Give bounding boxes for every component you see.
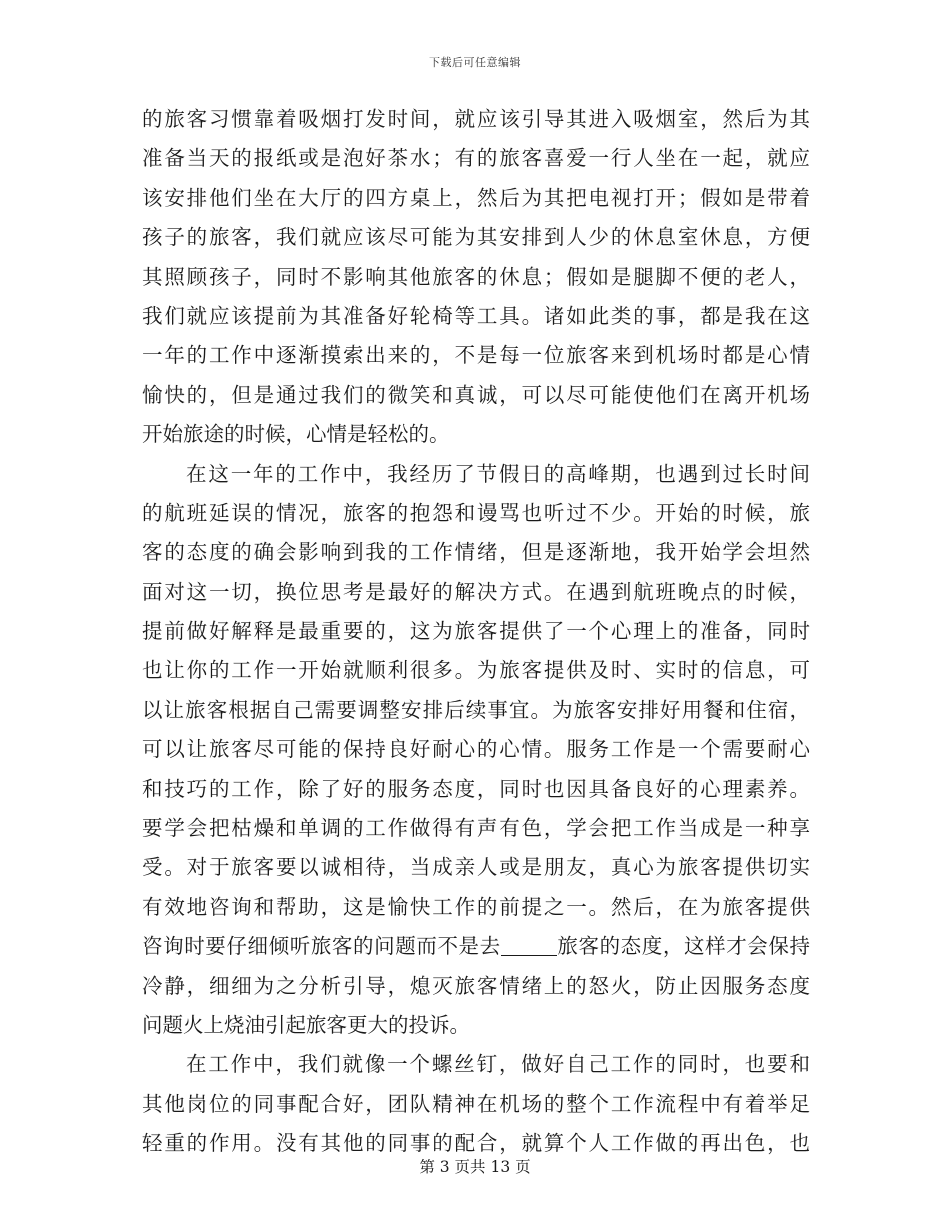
text-line: 该安排他们坐在大厅的四方桌上，然后为其把电视打开；假如是带着 (142, 185, 810, 210)
text-segment: 旅客的态度，这样才会保持 (556, 934, 811, 959)
text-line: 提前做好解释是最重要的，这为旅客提供了一个心理上的准备，同时 (142, 619, 810, 644)
text-line: 要学会把枯燥和单调的工作做得有声有色，学会把工作当成是一种享 (142, 816, 810, 841)
paragraph-2 (142, 455, 810, 1046)
text-line: 可以让旅客尽可能的保持良好耐心的心情。服务工作是一个需要耐心 (142, 737, 810, 762)
text-line: 客的态度的确会影响到我的工作情绪，但是逐渐地，我开始学会坦然 (142, 540, 810, 565)
text-line: 准备当天的报纸或是泡好茶水；有的旅客喜爱一行人坐在一起，就应 (142, 146, 810, 171)
text-line: 面对这一切，换位思考是最好的解决方式。在遇到航班晚点的时候， (142, 579, 810, 604)
text-line: 其照顾孩子，同时不影响其他旅客的休息；假如是腿脚不便的老人， (142, 264, 810, 289)
paragraph-3 (142, 1045, 810, 1163)
text-line: 受。对于旅客要以诚相待，当成亲人或是朋友，真心为旅客提供切实 (142, 855, 810, 880)
text-line: 问题火上烧油引起旅客更大的投诉。 (142, 1012, 470, 1037)
fill-in-blank (501, 933, 557, 956)
text-line: 我们就应该提前为其准备好轮椅等工具。诸如此类的事，都是我在这 (142, 303, 810, 328)
paragraph-1 (142, 100, 810, 455)
text-line: 一年的工作中逐渐摸索出来的，不是每一位旅客来到机场时都是心情 (142, 343, 810, 368)
text-line: 轻重的作用。没有其他的同事的配合，就算个人工作做的再出色，也 (142, 1131, 810, 1156)
text-line: 孩子的旅客，我们就应该尽可能为其安排到人少的休息室休息，方便 (142, 225, 810, 250)
text-line: 的航班延误的情况，旅客的抱怨和谩骂也听过不少。开始的时候，旅 (142, 500, 810, 525)
page-header: 下载后可任意编辑 (429, 56, 521, 69)
text-line-with-blank (142, 927, 810, 966)
text-line: 的旅客习惯靠着吸烟打发时间，就应该引导其进入吸烟室，然后为其 (142, 107, 810, 131)
text-line: 在工作中，我们就像一个螺丝钉，做好自己工作的同时，也要和 (186, 1052, 810, 1077)
text-line: 开始旅途的时候，心情是轻松的。 (142, 422, 450, 447)
text-line: 有效地咨询和帮助，这是愉快工作的前提之一。然后，在为旅客提供 (142, 894, 810, 919)
text-line: 以让旅客根据自己需要调整安排后续事宜。为旅客安排好用餐和住宿， (142, 697, 810, 722)
text-line: 冷静，细细为之分析引导，熄灭旅客情绪上的怒火，防止因服务态度 (142, 973, 810, 998)
text-line: 愉快的，但是通过我们的微笑和真诚，可以尽可能使他们在离开机场 (142, 382, 810, 407)
text-line: 在这一年的工作中，我经历了节假日的高峰期，也遇到过长时间 (186, 461, 810, 486)
text-line: 和技巧的工作，除了好的服务态度，同时也因具备良好的心理素养。 (142, 776, 810, 801)
page-footer: 第 3 页共 13 页 (419, 1158, 531, 1176)
text-segment: 咨询时要仔细倾听旅客的问题而不是去 (142, 934, 501, 959)
document-body (142, 100, 810, 1164)
text-line: 其他岗位的同事配合好，团队精神在机场的整个工作流程中有着举足 (142, 1091, 810, 1116)
text-line: 也让你的工作一开始就顺利很多。为旅客提供及时、实时的信息，可 (142, 658, 810, 683)
